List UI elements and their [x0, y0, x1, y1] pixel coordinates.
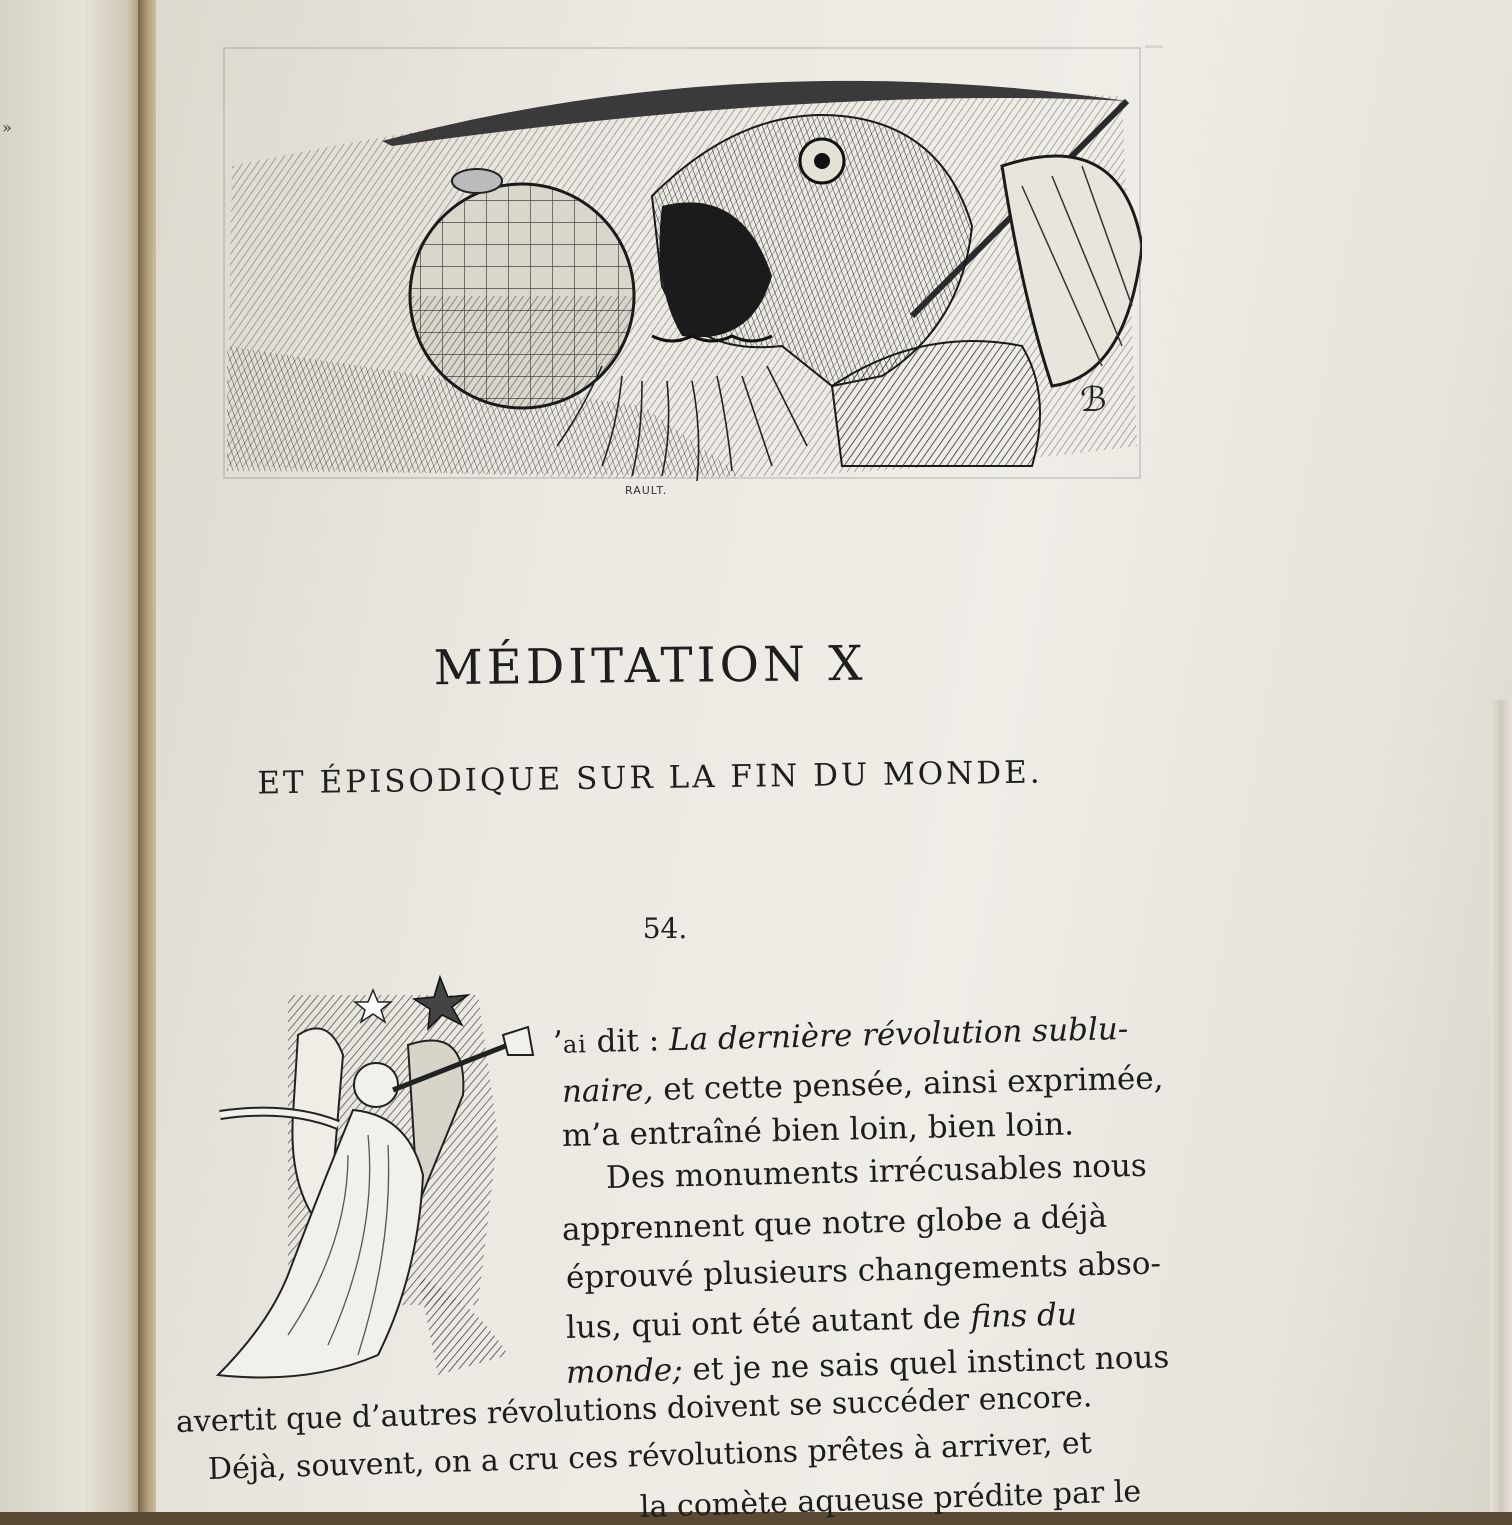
angel-trumpet-illustration [178, 975, 540, 1395]
show-through: ╶╴ [1136, 30, 1173, 65]
chapter-subtitle: ET ÉPISODIQUE SUR LA FIN DU MONDE. [257, 754, 1043, 802]
text-line-11: la comète aqueuse prédite par le [639, 1474, 1142, 1525]
text-line-9: avertit que d’autres révolutions doivent se succéder encore. [175, 1379, 1093, 1440]
text-run: et cette pensée, ainsi exprimée, [652, 1060, 1164, 1108]
text-line-5: apprennent que notre globe a déjà [561, 1198, 1108, 1248]
vignette-engraving [222, 46, 1142, 496]
italic-phrase: La dernière révolution sublu- [668, 1010, 1129, 1059]
page-edge-mark: » [2, 118, 12, 137]
italic-word: naire, [561, 1071, 654, 1110]
text-run: dit : [586, 1022, 670, 1061]
text-line-4: Des monuments irrécusables nous [605, 1147, 1148, 1196]
left-facing-page [0, 0, 150, 1512]
monogram-signature: ℬ [1080, 380, 1107, 420]
text-line-3: m’a entraîné bien loin, bien loin. [561, 1106, 1075, 1154]
text-run: lus, qui ont été autant de [565, 1299, 972, 1346]
italic-phrase: fins du [970, 1296, 1078, 1336]
italic-word: monde; [565, 1351, 684, 1391]
engraver-signature: RAULT. [625, 484, 668, 497]
chapter-title: MÉDITATION X [433, 635, 867, 697]
page-edge [1490, 700, 1512, 1512]
text-line-10: Déjà, souvent, on a cru ces révolutions prêtes à arriver, et [207, 1425, 1093, 1487]
small-caps-word: ai [562, 1030, 588, 1059]
text-run: et je ne sais quel instinct nous [682, 1339, 1170, 1388]
drop-cap-apostrophe: ’ [552, 1024, 564, 1061]
text-line-6: éprouvé plusieurs changements abso- [565, 1245, 1162, 1296]
section-number: 54. [642, 912, 688, 945]
